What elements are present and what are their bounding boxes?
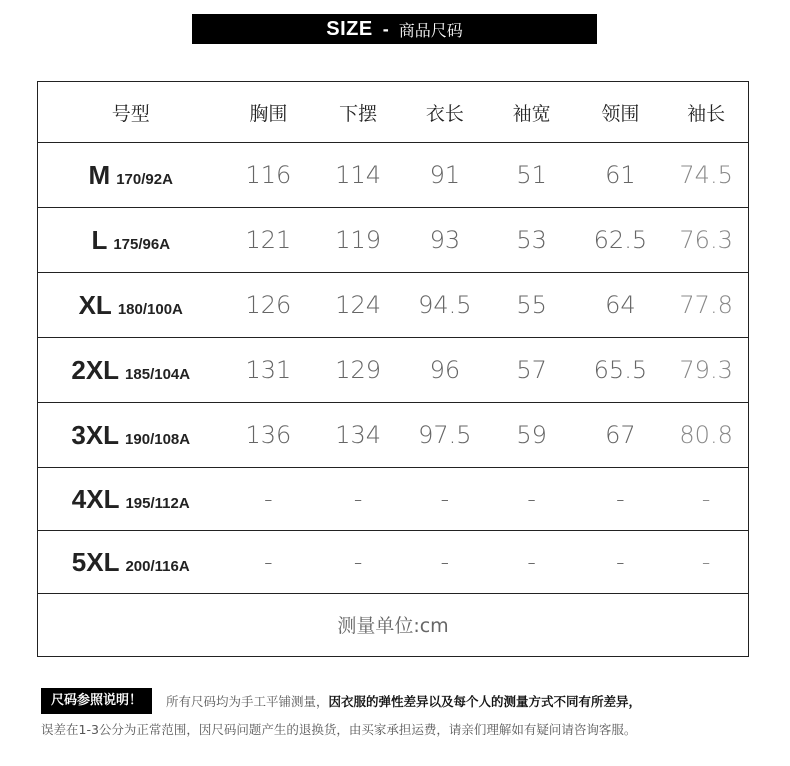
- length-value: -: [440, 548, 450, 576]
- header-size: 号型: [111, 102, 150, 125]
- size-note-badge: 尺码参照说明！: [41, 688, 152, 714]
- size-table: [37, 81, 749, 657]
- sleeve-length-value: 76.3: [679, 226, 733, 254]
- hem-value: 119: [335, 226, 382, 254]
- sleeve-width-value: 51: [516, 161, 547, 189]
- size-spec: 200/116A: [125, 557, 190, 575]
- size-cell: [38, 531, 223, 593]
- size-code: XL: [78, 289, 112, 320]
- collar-value: 64: [605, 291, 636, 319]
- sleeve-length-value: 77.8: [679, 291, 733, 319]
- chest-value: 131: [245, 356, 292, 384]
- size-note-bold-text: 因衣服的弹性差异以及每个人的测量方式不同有所差异，: [328, 694, 642, 709]
- size-spec: 185/104A: [125, 365, 191, 383]
- sleeve-length-value: 74.5: [679, 161, 733, 189]
- table-row: [38, 468, 748, 531]
- size-cell: [38, 468, 223, 530]
- title-english: SIZE: [326, 17, 373, 40]
- collar-value: 67: [605, 421, 636, 449]
- table-row: [38, 208, 748, 273]
- sleeve-width-value: -: [527, 548, 536, 576]
- table-row: [38, 143, 748, 208]
- size-spec: 190/108A: [125, 430, 191, 448]
- collar-value: 62.5: [593, 226, 648, 254]
- size-spec: 170/92A: [116, 170, 173, 188]
- sleeve-width-value: 57: [516, 356, 547, 384]
- length-value: 93: [429, 226, 461, 254]
- sleeve-width-value: 59: [516, 421, 547, 449]
- chest-value: -: [264, 485, 273, 513]
- collar-value: -: [616, 485, 625, 513]
- size-spec: 180/100A: [117, 300, 183, 318]
- size-cell: [38, 403, 223, 467]
- collar-value: -: [616, 548, 625, 576]
- table-header-row: [38, 82, 748, 143]
- size-cell: [38, 338, 223, 402]
- header-chest: 胸围: [249, 102, 288, 125]
- title-chinese: 商品尺码: [398, 20, 463, 40]
- unit-note: 测量单位:cm: [337, 614, 449, 637]
- length-value: 91: [429, 161, 461, 189]
- table-row: [38, 403, 748, 468]
- header-hem: 下摆: [339, 102, 378, 125]
- size-code: 5XL: [71, 546, 120, 577]
- hem-value: -: [353, 548, 363, 576]
- sleeve-width-value: 53: [516, 226, 547, 254]
- collar-value: 65.5: [593, 356, 648, 384]
- title-bar: [192, 14, 597, 44]
- size-code: 3XL: [71, 419, 120, 450]
- size-note-line-1: [41, 688, 641, 714]
- table-row: [38, 273, 748, 338]
- header-length: 衣长: [425, 102, 464, 125]
- size-code: 2XL: [71, 354, 120, 385]
- hem-value: 124: [335, 291, 382, 319]
- table-row: [38, 338, 748, 403]
- size-cell: [38, 143, 223, 207]
- hem-value: -: [353, 485, 363, 513]
- table-footer-row: [38, 594, 748, 654]
- chest-value: 116: [245, 161, 292, 189]
- length-value: 96: [429, 356, 461, 384]
- header-sleeve-length: 袖长: [687, 102, 726, 125]
- size-note-text: 所有尺码均为手工平铺测量，: [166, 694, 329, 709]
- size-code: 4XL: [71, 483, 120, 514]
- sleeve-width-value: 55: [516, 291, 547, 319]
- table-row: [38, 531, 748, 594]
- title-separator: -: [382, 18, 389, 39]
- size-cell: [38, 273, 223, 337]
- length-value: 97.5: [418, 421, 472, 449]
- chest-value: -: [264, 548, 273, 576]
- length-value: 94.5: [418, 291, 472, 319]
- sleeve-length-value: -: [701, 485, 711, 513]
- length-value: -: [440, 485, 450, 513]
- sleeve-width-value: -: [527, 485, 536, 513]
- size-code: M: [88, 159, 111, 190]
- size-spec: 195/112A: [125, 494, 190, 512]
- sleeve-length-value: 80.8: [679, 421, 733, 449]
- size-cell: [38, 208, 223, 272]
- chest-value: 126: [245, 291, 292, 319]
- chest-value: 136: [245, 421, 292, 449]
- hem-value: 134: [335, 421, 382, 449]
- chest-value: 121: [245, 226, 292, 254]
- hem-value: 129: [335, 356, 382, 384]
- collar-value: 61: [605, 161, 636, 189]
- size-spec: 175/96A: [113, 235, 171, 253]
- hem-value: 114: [335, 161, 382, 189]
- sleeve-length-value: -: [701, 548, 711, 576]
- sleeve-length-value: 79.3: [679, 356, 733, 384]
- size-code: L: [91, 224, 108, 255]
- header-collar: 领围: [601, 102, 640, 125]
- size-note-line-2: 误差在1-3公分为正常范围，因尺码问题产生的退换货，由买家承担运费，请亲们理解如有疑问请咨询客服。: [41, 722, 637, 737]
- header-sleeve-width: 袖宽: [512, 102, 551, 125]
